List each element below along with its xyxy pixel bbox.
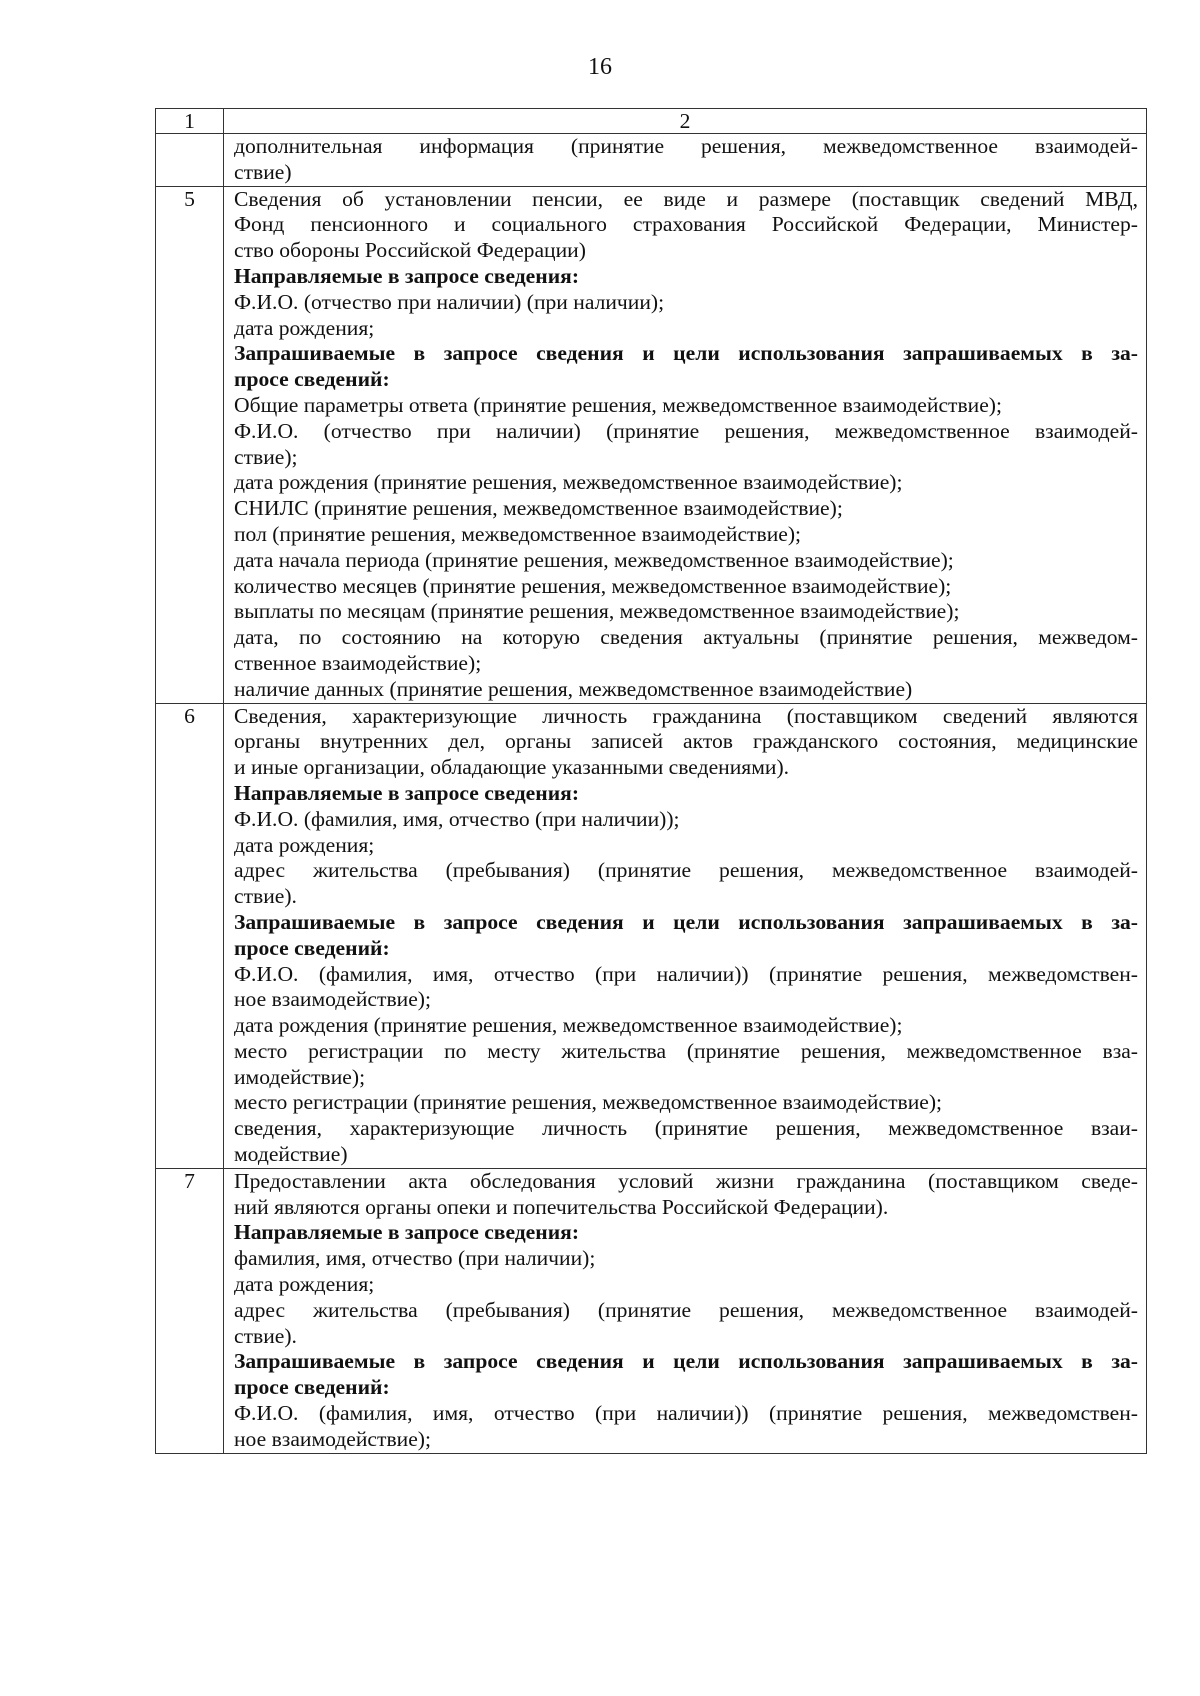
text-line: ствие). xyxy=(234,884,297,909)
table-row xyxy=(156,703,1147,1168)
section-heading-line: Запрашиваемые в запросе сведения и цели использования запрашиваемых в за- xyxy=(234,341,1138,366)
services-table xyxy=(155,108,1147,1454)
text-line: Ф.И.О. (отчество при наличии) (принятие решения, межведомственное взаимодей- xyxy=(234,418,1138,443)
table-header-row xyxy=(156,109,1147,134)
text-line: СНИЛС (принятие решения, межведомственное взаимодействие); xyxy=(234,496,843,521)
text-line: ное взаимодействие); xyxy=(234,1426,431,1451)
header-col-2: 2 xyxy=(224,109,1147,134)
text-line: ство обороны Российской Федерации) xyxy=(234,238,586,263)
section-heading-line: просе сведений: xyxy=(234,1375,390,1400)
section-heading-line: Запрашиваемые в запросе сведения и цели использования запрашиваемых в за- xyxy=(234,909,1138,934)
text-line: дата рождения; xyxy=(234,832,375,857)
text-line: Фонд пенсионного и социального страхования Российской Федерации, Министер- xyxy=(234,212,1138,237)
text-line: Ф.И.О. (фамилия, имя, отчество (при наличии)); xyxy=(234,806,680,831)
text-line: ний являются органы опеки и попечительства Российской Федерации). xyxy=(234,1194,889,1219)
text-line: фамилия, имя, отчество (при наличии); xyxy=(234,1246,596,1271)
text-line: сведения, характеризующие личность (принятие решения, межведомственное взаи- xyxy=(234,1116,1138,1141)
text-line: ствие) xyxy=(234,159,292,184)
text-line: выплаты по месяцам (принятие решения, межведомственное взаимодействие); xyxy=(234,599,960,624)
text-line: дата, по состоянию на которую сведения актуальны (принятие решения, межведом- xyxy=(234,625,1138,650)
text-line: дополнительная информация (принятие решения, межведомственное взаимодей- xyxy=(234,134,1138,158)
text-line: количество месяцев (принятие решения, межведомственное взаимодействие); xyxy=(234,573,952,598)
page-number: 16 xyxy=(588,54,612,80)
table-row xyxy=(156,134,1147,187)
row-number xyxy=(156,134,224,187)
text-line: ствие). xyxy=(234,1323,297,1348)
text-line: имодействие); xyxy=(234,1064,366,1089)
text-line: ное взаимодействие); xyxy=(234,987,431,1012)
table-row xyxy=(156,186,1147,703)
section-heading-line: Направляемые в запросе сведения: xyxy=(234,780,580,805)
text-line: место регистрации (принятие решения, межведомственное взаимодействие); xyxy=(234,1090,943,1115)
section-heading-line: Запрашиваемые в запросе сведения и цели использования запрашиваемых в за- xyxy=(234,1349,1138,1374)
text-line: адрес жительства (пребывания) (принятие решения, межведомственное взаимодей- xyxy=(234,858,1138,883)
text-line: Ф.И.О. (фамилия, имя, отчество (при наличии)) (принятие решения, межведомствен- xyxy=(234,1401,1138,1426)
text-line: пол (принятие решения, межведомственное взаимодействие); xyxy=(234,521,802,546)
section-heading-line: просе сведений: xyxy=(234,935,390,960)
text-line: дата начала периода (принятие решения, межведомственное взаимодействие); xyxy=(234,547,954,572)
text-line: органы внутренних дел, органы записей актов гражданского состояния, медицинские xyxy=(234,729,1138,754)
text-line: адрес жительства (пребывания) (принятие решения, межведомственное взаимодей- xyxy=(234,1297,1138,1322)
header-col-1: 1 xyxy=(156,109,224,134)
section-heading-line: Направляемые в запросе сведения: xyxy=(234,1220,580,1245)
text-line: наличие данных (принятие решения, межведомственное взаимодействие) xyxy=(234,676,913,701)
text-line: Сведения об установлении пенсии, ее виде и размере (поставщик сведений МВД, xyxy=(234,186,1138,211)
row-number: 7 xyxy=(156,1168,224,1453)
row-content xyxy=(224,186,1147,703)
text-line: дата рождения; xyxy=(234,1272,375,1297)
text-line: дата рождения; xyxy=(234,315,375,340)
section-heading-line: Направляемые в запросе сведения: xyxy=(234,263,580,288)
row-content xyxy=(224,1168,1147,1453)
table-body xyxy=(156,109,1147,1454)
text-line: дата рождения (принятие решения, межведомственное взаимодействие); xyxy=(234,470,903,495)
row-content xyxy=(224,703,1147,1168)
text-line: дата рождения (принятие решения, межведомственное взаимодействие); xyxy=(234,1013,903,1038)
text-line: ствие); xyxy=(234,444,298,469)
section-heading-line: просе сведений: xyxy=(234,367,390,392)
row-number: 5 xyxy=(156,186,224,703)
text-line: Предоставлении акта обследования условий жизни гражданина (поставщиком сведе- xyxy=(234,1168,1138,1193)
text-line: ственное взаимодействие); xyxy=(234,650,482,675)
table-row xyxy=(156,1168,1147,1453)
text-line: Ф.И.О. (фамилия, имя, отчество (при наличии)) (принятие решения, межведомствен- xyxy=(234,961,1138,986)
text-line: место регистрации по месту жительства (принятие решения, межведомственное вза- xyxy=(234,1038,1138,1063)
row-content xyxy=(224,134,1147,187)
text-line: модействие) xyxy=(234,1142,348,1167)
text-line: Общие параметры ответа (принятие решения, межведомственное взаимодействие); xyxy=(234,392,1002,417)
text-line: Ф.И.О. (отчество при наличии) (при наличии); xyxy=(234,289,665,314)
row-number: 6 xyxy=(156,703,224,1168)
text-line: Сведения, характеризующие личность гражданина (поставщиком сведений являются xyxy=(234,703,1138,728)
text-line: и иные организации, обладающие указанными сведениями). xyxy=(234,755,790,780)
